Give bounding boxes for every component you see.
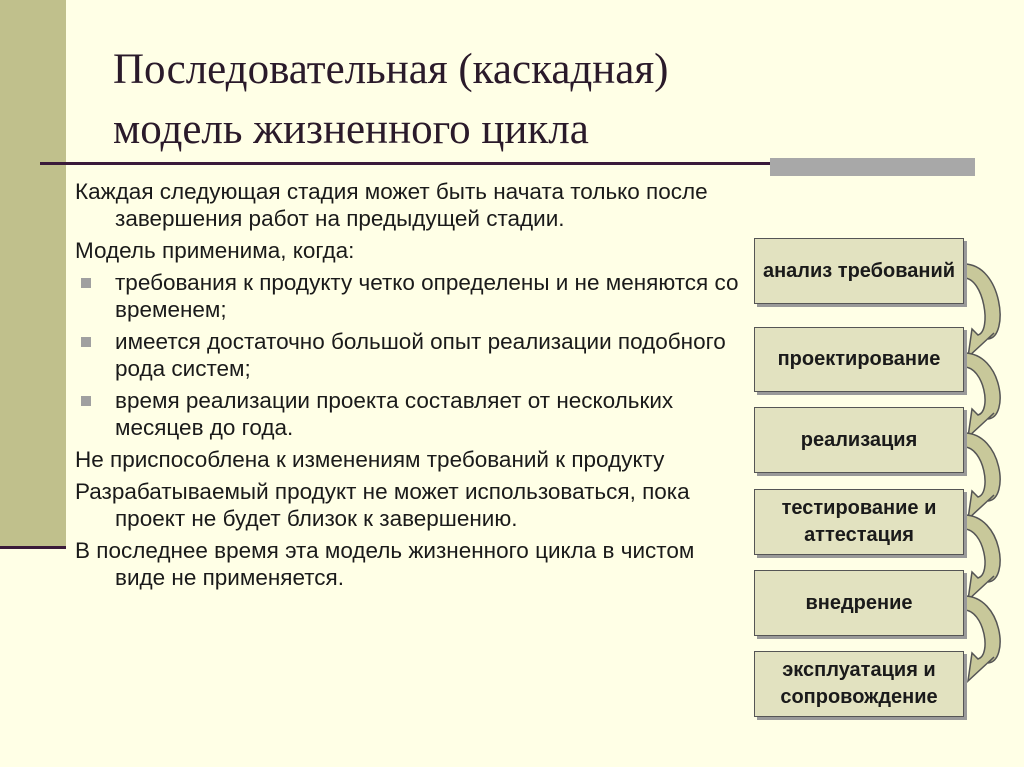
stage-box-operation: эксплуатация и сопровождение — [754, 651, 964, 717]
bullet-text: время реализации проекта составляет от нескольких месяцев до года. — [115, 388, 674, 440]
square-bullet-icon — [81, 337, 91, 347]
left-accent-bar — [0, 0, 66, 546]
stage-box-requirements: анализ требований — [754, 238, 964, 304]
square-bullet-icon — [81, 278, 91, 288]
stage-box-deployment: внедрение — [754, 570, 964, 636]
waterfall-diagram — [740, 230, 1024, 730]
slide-body — [75, 178, 740, 596]
list-item — [75, 387, 740, 441]
curved-arrow-icon — [964, 596, 1000, 681]
curved-arrow-icon — [964, 353, 1000, 437]
left-accent-line — [0, 546, 66, 549]
stage-box-implementation: реализация — [754, 407, 964, 473]
list-item — [75, 269, 740, 323]
bullet-text: требования к продукту четко определены и не меняются со временем; — [115, 270, 739, 322]
title-line-2: модель жизненного цикла — [113, 106, 589, 153]
curved-arrow-icon — [964, 515, 1000, 600]
title-line-1: Последовательная (каскадная) — [113, 46, 669, 93]
curved-arrow-icon — [964, 264, 1000, 357]
list-item — [75, 328, 740, 382]
paragraph-applicable: Модель применима, когда: — [75, 238, 355, 263]
stage-box-design: проектирование — [754, 327, 964, 392]
paragraph-usability: Разрабатываемый продукт не может использоваться, пока проект не будет близок к завершению. — [75, 479, 690, 531]
bullet-text: имеется достаточно большой опыт реализации подобного рода систем; — [115, 329, 726, 381]
paragraph-sequential: Каждая следующая стадия может быть начата только после завершения работ на предыдущей стадии. — [75, 179, 708, 231]
stage-box-testing: тестирование и аттестация — [754, 489, 964, 555]
curved-arrow-icon — [964, 433, 1000, 519]
paragraph-not-adaptable: Не приспособлена к изменениям требований к продукту — [75, 447, 665, 472]
square-bullet-icon — [81, 396, 91, 406]
paragraph-current-use: В последнее время эта модель жизненного цикла в чистом виде не применяется. — [75, 538, 695, 590]
title-divider-accent — [770, 158, 975, 176]
slide-title — [113, 40, 973, 160]
